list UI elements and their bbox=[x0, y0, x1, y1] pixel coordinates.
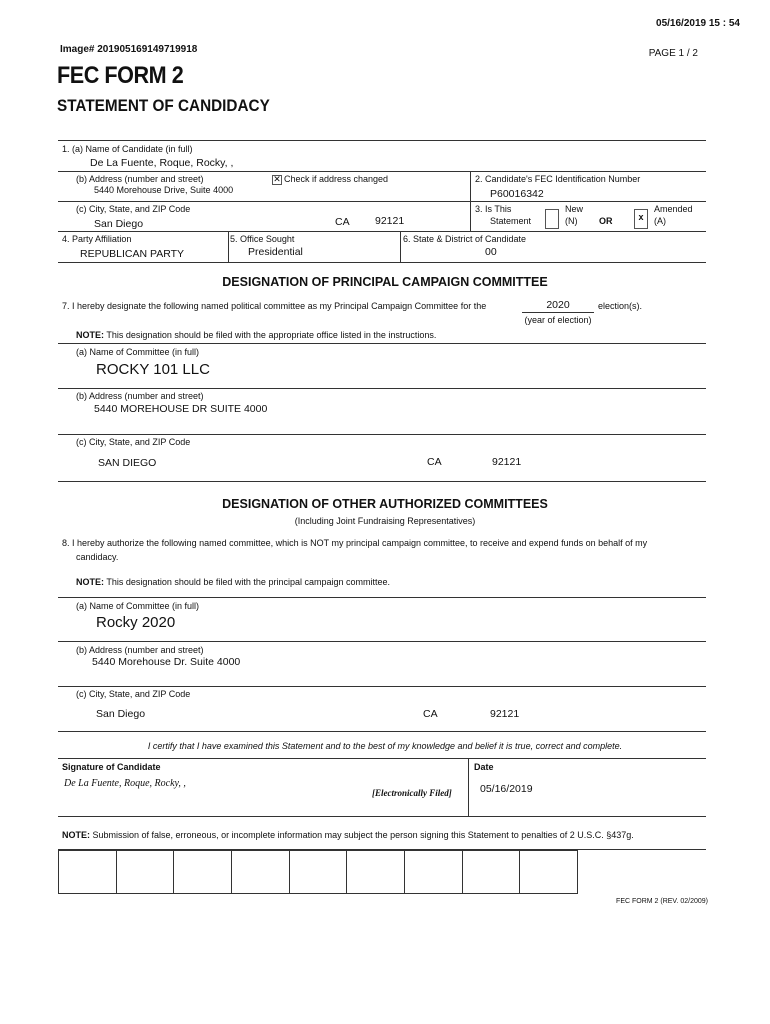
form-title: FEC FORM 2 bbox=[57, 62, 184, 89]
new-label: New bbox=[565, 204, 584, 214]
rule bbox=[522, 312, 594, 313]
rule bbox=[58, 434, 706, 435]
or-label: OR bbox=[599, 216, 613, 226]
note-label: NOTE: bbox=[76, 330, 104, 340]
election-suffix: election(s). bbox=[598, 301, 643, 311]
grid-cell bbox=[231, 850, 289, 894]
rule bbox=[58, 140, 706, 141]
new-statement-checkbox[interactable] bbox=[545, 209, 559, 229]
signature-date: 05/16/2019 bbox=[480, 783, 533, 795]
rule bbox=[58, 481, 706, 482]
signature-label: Signature of Candidate bbox=[62, 762, 161, 772]
grid-cell bbox=[404, 850, 462, 894]
candidate-state: CA bbox=[335, 216, 350, 228]
other-committee-name: Rocky 2020 bbox=[96, 614, 176, 631]
note-text: Submission of false, erroneous, or incomplete information may subject the person signing this Statement to penalties of 2 U.S.C. §437g. bbox=[90, 830, 634, 840]
rule bbox=[58, 231, 706, 232]
office-label: 5. Office Sought bbox=[230, 234, 295, 244]
principal-city-label: (c) City, State, and ZIP Code bbox=[76, 437, 191, 447]
other-zip: 92121 bbox=[490, 708, 520, 720]
date-label: Date bbox=[474, 762, 494, 772]
grid-cell bbox=[346, 850, 404, 894]
amended-statement-checkbox[interactable] bbox=[634, 209, 648, 229]
rule bbox=[58, 731, 706, 732]
candidate-city-label: (c) City, State, and ZIP Code bbox=[76, 204, 191, 214]
other-committees-subheading: (Including Joint Fundraising Representatives) bbox=[294, 516, 476, 526]
grid-cell bbox=[173, 850, 231, 894]
candidate-address-label: (b) Address (number and street) bbox=[76, 174, 204, 184]
rule bbox=[58, 262, 706, 263]
other-city: San Diego bbox=[96, 708, 146, 720]
check-x-icon: ✕ bbox=[273, 174, 281, 184]
rule bbox=[58, 201, 706, 202]
district-value: 00 bbox=[485, 246, 497, 258]
amended-label: Amended bbox=[654, 204, 693, 214]
candidate-zip: 92121 bbox=[375, 215, 405, 227]
fec-id: P60016342 bbox=[490, 188, 544, 200]
rule bbox=[58, 758, 706, 759]
candidate-city: San Diego bbox=[94, 218, 144, 230]
principal-statement: 7. I hereby designate the following named political committee as my Principal Campaign Committee for the bbox=[62, 301, 487, 311]
candidate-name-label: 1. (a) Name of Candidate (in full) bbox=[62, 144, 193, 154]
rule bbox=[468, 758, 469, 816]
election-year: 2020 bbox=[546, 299, 570, 311]
rule bbox=[400, 231, 401, 262]
other-name-label: (a) Name of Committee (in full) bbox=[76, 601, 200, 611]
party-label: 4. Party Affiliation bbox=[62, 234, 132, 244]
rule bbox=[58, 171, 706, 172]
address-changed-label: Check if address changed bbox=[284, 174, 389, 184]
form-revision: FEC FORM 2 (REV. 02/2009) bbox=[616, 898, 708, 905]
note-text: This designation should be filed with the appropriate office listed in the instructions. bbox=[104, 330, 437, 340]
electronically-filed: [Electronically Filed] bbox=[372, 788, 452, 798]
address-changed-checkbox[interactable] bbox=[272, 175, 282, 185]
rule bbox=[58, 686, 706, 687]
grid-cell bbox=[116, 850, 174, 894]
grid-cell bbox=[462, 850, 520, 894]
note-text: This designation should be filed with the principal campaign committee. bbox=[104, 577, 390, 587]
principal-address-label: (b) Address (number and street) bbox=[76, 391, 204, 401]
certification-text: I certify that I have examined this Statement and to the best of my knowledge and belief it is true, correct and complete. bbox=[147, 741, 623, 751]
other-statement-2: candidacy. bbox=[76, 552, 119, 562]
principal-city: SAN DIEGO bbox=[98, 457, 157, 469]
principal-state: CA bbox=[427, 456, 442, 468]
rule bbox=[58, 343, 706, 344]
other-state: CA bbox=[423, 708, 438, 720]
new-label-2: (N) bbox=[565, 216, 578, 226]
note-label: NOTE: bbox=[62, 830, 90, 840]
check-x-icon: x bbox=[638, 212, 644, 222]
principal-address: 5440 MOREHOUSE DR SUITE 4000 bbox=[94, 403, 268, 415]
fec-id-label: 2. Candidate's FEC Identification Number bbox=[475, 174, 641, 184]
candidate-address: 5440 Morehouse Drive, Suite 4000 bbox=[94, 185, 234, 195]
office-use-grid bbox=[58, 850, 578, 894]
grid-cell bbox=[289, 850, 347, 894]
other-address: 5440 Morehouse Dr. Suite 4000 bbox=[92, 656, 241, 668]
other-statement: 8. I hereby authorize the following named committee, which is NOT my principal campaign committee, to receive and expend funds on behalf of my bbox=[62, 538, 648, 548]
other-city-label: (c) City, State, and ZIP Code bbox=[76, 689, 191, 699]
grid-cell bbox=[58, 850, 116, 894]
district-label: 6. State & District of Candidate bbox=[403, 234, 527, 244]
statement-label: 3. Is This bbox=[475, 204, 512, 214]
amended-label-2: (A) bbox=[654, 216, 666, 226]
principal-name-label: (a) Name of Committee (in full) bbox=[76, 347, 200, 357]
party-value: REPUBLICAN PARTY bbox=[80, 248, 185, 260]
principal-committee-name: ROCKY 101 LLC bbox=[96, 361, 210, 378]
principal-zip: 92121 bbox=[492, 456, 522, 468]
image-number: Image# 201905169149719918 bbox=[60, 44, 198, 55]
timestamp: 05/16/2019 15 : 54 bbox=[656, 18, 740, 29]
principal-committee-heading: DESIGNATION OF PRINCIPAL CAMPAIGN COMMITTEE bbox=[222, 275, 548, 289]
note-label: NOTE: bbox=[76, 577, 104, 587]
rule bbox=[228, 231, 229, 262]
page-number: PAGE 1 / 2 bbox=[648, 48, 698, 59]
candidate-signature: De La Fuente, Roque, Rocky, , bbox=[64, 778, 186, 789]
rule bbox=[58, 597, 706, 598]
office-value: Presidential bbox=[248, 246, 303, 258]
rule bbox=[58, 641, 706, 642]
grid-cell bbox=[519, 850, 578, 894]
other-address-label: (b) Address (number and street) bbox=[76, 645, 204, 655]
candidate-name: De La Fuente, Roque, Rocky, , bbox=[90, 157, 234, 169]
year-caption: (year of election) bbox=[524, 315, 592, 325]
other-committees-heading: DESIGNATION OF OTHER AUTHORIZED COMMITTEES bbox=[222, 497, 548, 511]
rule bbox=[58, 816, 706, 817]
statement-label-2: Statement bbox=[490, 216, 532, 226]
form-subtitle: STATEMENT OF CANDIDACY bbox=[57, 96, 270, 115]
rule bbox=[58, 388, 706, 389]
